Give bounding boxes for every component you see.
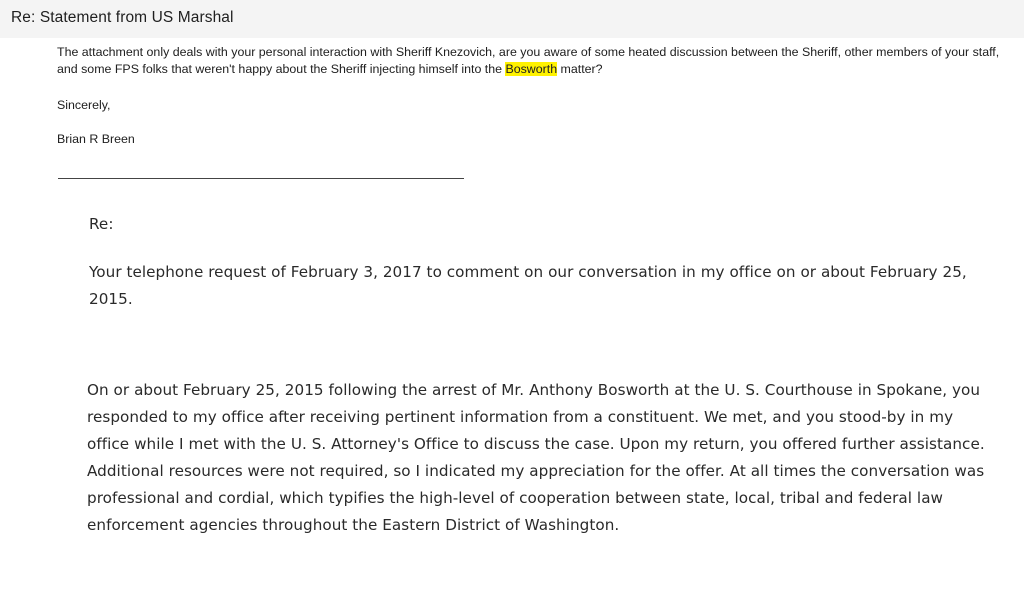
letter-re-label: Re:	[89, 215, 114, 233]
email-body	[57, 44, 1012, 78]
message-text-start: The attachment only deals with your personal interaction with Sheriff Knezovich, are you aware of some heated discussion between the Sheriff, other members of your staff, and some FPS folks that weren't happy about the Sheriff injecting himself into the	[57, 45, 1000, 76]
message-text-end: matter?	[557, 62, 603, 76]
email-message	[57, 44, 1012, 78]
letter-request-paragraph: Your telephone request of February 3, 2017 to comment on our conversation in my office on or about February 25, 2015.	[89, 263, 967, 308]
email-subject: Re: Statement from US Marshal	[11, 9, 234, 26]
signature-divider	[58, 178, 464, 179]
search-highlight: Bosworth	[505, 62, 558, 76]
message-header	[0, 0, 1024, 38]
email-closing: Sincerely,	[57, 98, 111, 112]
letter-main-paragraph: On or about February 25, 2015 following the arrest of Mr. Anthony Bosworth at the U. S. Courthouse in Spokane, you responded to my office after receiving pertinent information from a constituent. We met, and you stood-by in my office while I met with the U. S. Attorney's Office to discuss the case. Upon my return, you offered further assistance. Additional resources were not required, so I indicated my appreciation for the offer. At all times the conversation was professional and cordial, which typifies the high-level of cooperation between state, local, tribal and federal law enforcement agencies throughout the Eastern District of Washington.	[87, 381, 985, 534]
email-signer: Brian R Breen	[57, 132, 135, 146]
